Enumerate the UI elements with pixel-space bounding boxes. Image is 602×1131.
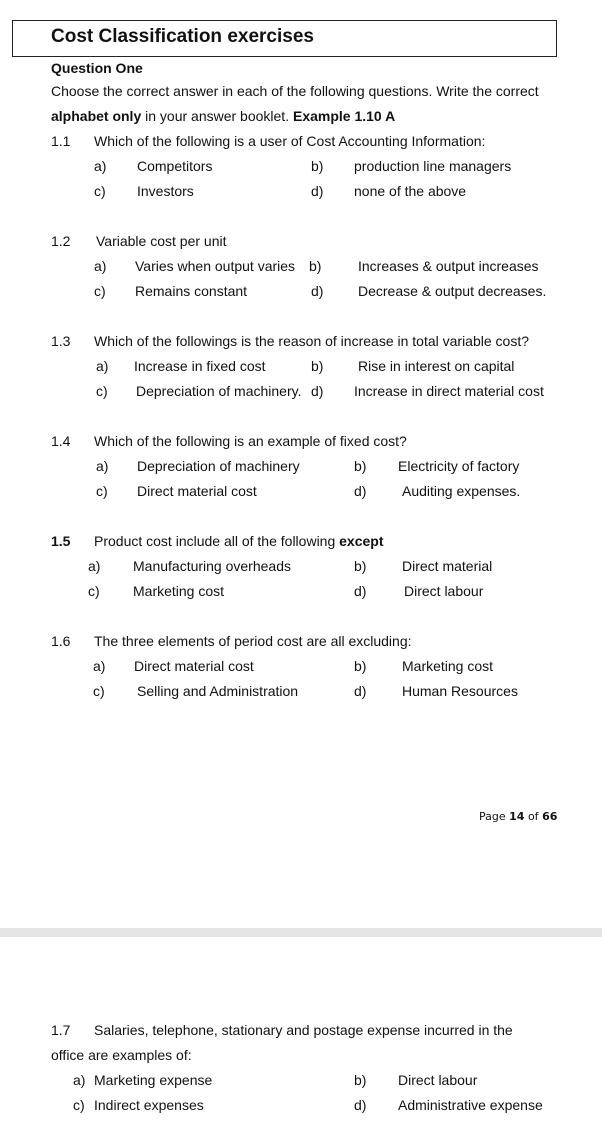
page-number: 14 [509, 810, 525, 823]
page-title: Cost Classification exercises [51, 26, 314, 47]
option-letter: c) [96, 383, 108, 399]
option-text: Increases & output increases [358, 258, 539, 274]
option-letter: c) [73, 1097, 85, 1113]
question-text-bold: except [339, 533, 384, 549]
instructions-line-1: Choose the correct answer in each of the following questions. Write the correct [51, 83, 539, 99]
option-text: Depreciation of machinery. [136, 383, 302, 399]
option-letter: c) [93, 683, 105, 699]
question-number: 1.7 [51, 1022, 71, 1038]
option-text: Manufacturing overheads [133, 558, 291, 574]
option-letter: b) [354, 1072, 367, 1088]
question-text: Variable cost per unit [96, 233, 227, 249]
option-text: Increase in direct material cost [354, 383, 544, 399]
question-text: The three elements of period cost are all excluding: [94, 633, 412, 649]
page-footer [479, 810, 557, 823]
question-text: Salaries, telephone, stationary and postage expense incurred in the [94, 1022, 513, 1038]
option-text: Investors [137, 183, 194, 199]
option-letter: c) [94, 183, 106, 199]
option-text: Direct labour [404, 583, 484, 599]
instructions-bold: alphabet only [51, 108, 142, 124]
option-letter: a) [88, 558, 101, 574]
question-text [94, 533, 384, 549]
option-letter: a) [96, 358, 109, 374]
option-text: Rise in interest on capital [358, 358, 515, 374]
option-letter: d) [311, 283, 324, 299]
option-text: Direct material [402, 558, 493, 574]
page-total: 66 [542, 810, 558, 823]
option-text: Varies when output varies [135, 258, 296, 274]
option-text: production line managers [354, 158, 512, 174]
option-text: Decrease & output decreases. [358, 283, 547, 299]
option-letter: b) [311, 358, 324, 374]
option-text: none of the above [354, 183, 467, 199]
option-text: Administrative expense [398, 1097, 543, 1113]
option-text: Direct labour [398, 1072, 478, 1088]
option-letter: b) [311, 158, 324, 174]
option-text: Depreciation of machinery [137, 458, 300, 474]
of-word: of [527, 810, 539, 823]
title-box [12, 20, 557, 57]
option-letter: b) [309, 258, 322, 274]
question-heading: Question One [51, 60, 143, 76]
question-text: Which of the following is a user of Cost Accounting Information: [94, 133, 486, 149]
question-text: Which of the followings is the reason of increase in total variable cost? [94, 333, 530, 349]
option-letter: d) [311, 383, 324, 399]
page-word: Page [479, 810, 506, 823]
option-text: Electricity of factory [398, 458, 520, 474]
option-letter: d) [354, 583, 367, 599]
option-text: Competitors [137, 158, 213, 174]
question-number: 1.2 [51, 233, 71, 249]
option-letter: b) [354, 458, 367, 474]
option-text: Auditing expenses. [402, 483, 521, 499]
page-divider [0, 928, 602, 937]
option-letter: b) [354, 558, 367, 574]
option-letter: a) [73, 1072, 86, 1088]
option-text: Marketing cost [133, 583, 225, 599]
option-letter: c) [96, 483, 108, 499]
option-text: Marketing expense [94, 1072, 213, 1088]
option-text: Direct material cost [137, 483, 257, 499]
question-number: 1.5 [51, 533, 71, 549]
question-number: 1.3 [51, 333, 71, 349]
option-letter: d) [354, 483, 367, 499]
option-text: Indirect expenses [94, 1097, 204, 1113]
instructions-rest: in your answer booklet. [141, 108, 290, 124]
question-text: Which of the following is an example of fixed cost? [94, 433, 407, 449]
instructions-example: Example 1.10 A [292, 108, 396, 124]
option-text: Increase in fixed cost [134, 358, 266, 374]
option-text: Direct material cost [134, 658, 254, 674]
question-text-main: Product cost include all of the following [94, 533, 336, 549]
option-letter: c) [88, 583, 100, 599]
instructions-line-2 [51, 108, 395, 124]
option-letter: c) [94, 283, 106, 299]
option-letter: d) [354, 1097, 367, 1113]
question-text-line-2: office are examples of: [51, 1047, 192, 1063]
option-letter: d) [354, 683, 367, 699]
question-number: 1.4 [51, 433, 71, 449]
option-letter: a) [94, 158, 107, 174]
option-letter: d) [311, 183, 324, 199]
option-letter: a) [96, 458, 109, 474]
question-number: 1.1 [51, 133, 71, 149]
option-text: Remains constant [135, 283, 248, 299]
option-text: Selling and Administration [137, 683, 299, 699]
option-letter: a) [93, 658, 106, 674]
option-text: Human Resources [402, 683, 518, 699]
question-number: 1.6 [51, 633, 71, 649]
option-letter: b) [354, 658, 367, 674]
option-text: Marketing cost [402, 658, 494, 674]
option-letter: a) [94, 258, 107, 274]
